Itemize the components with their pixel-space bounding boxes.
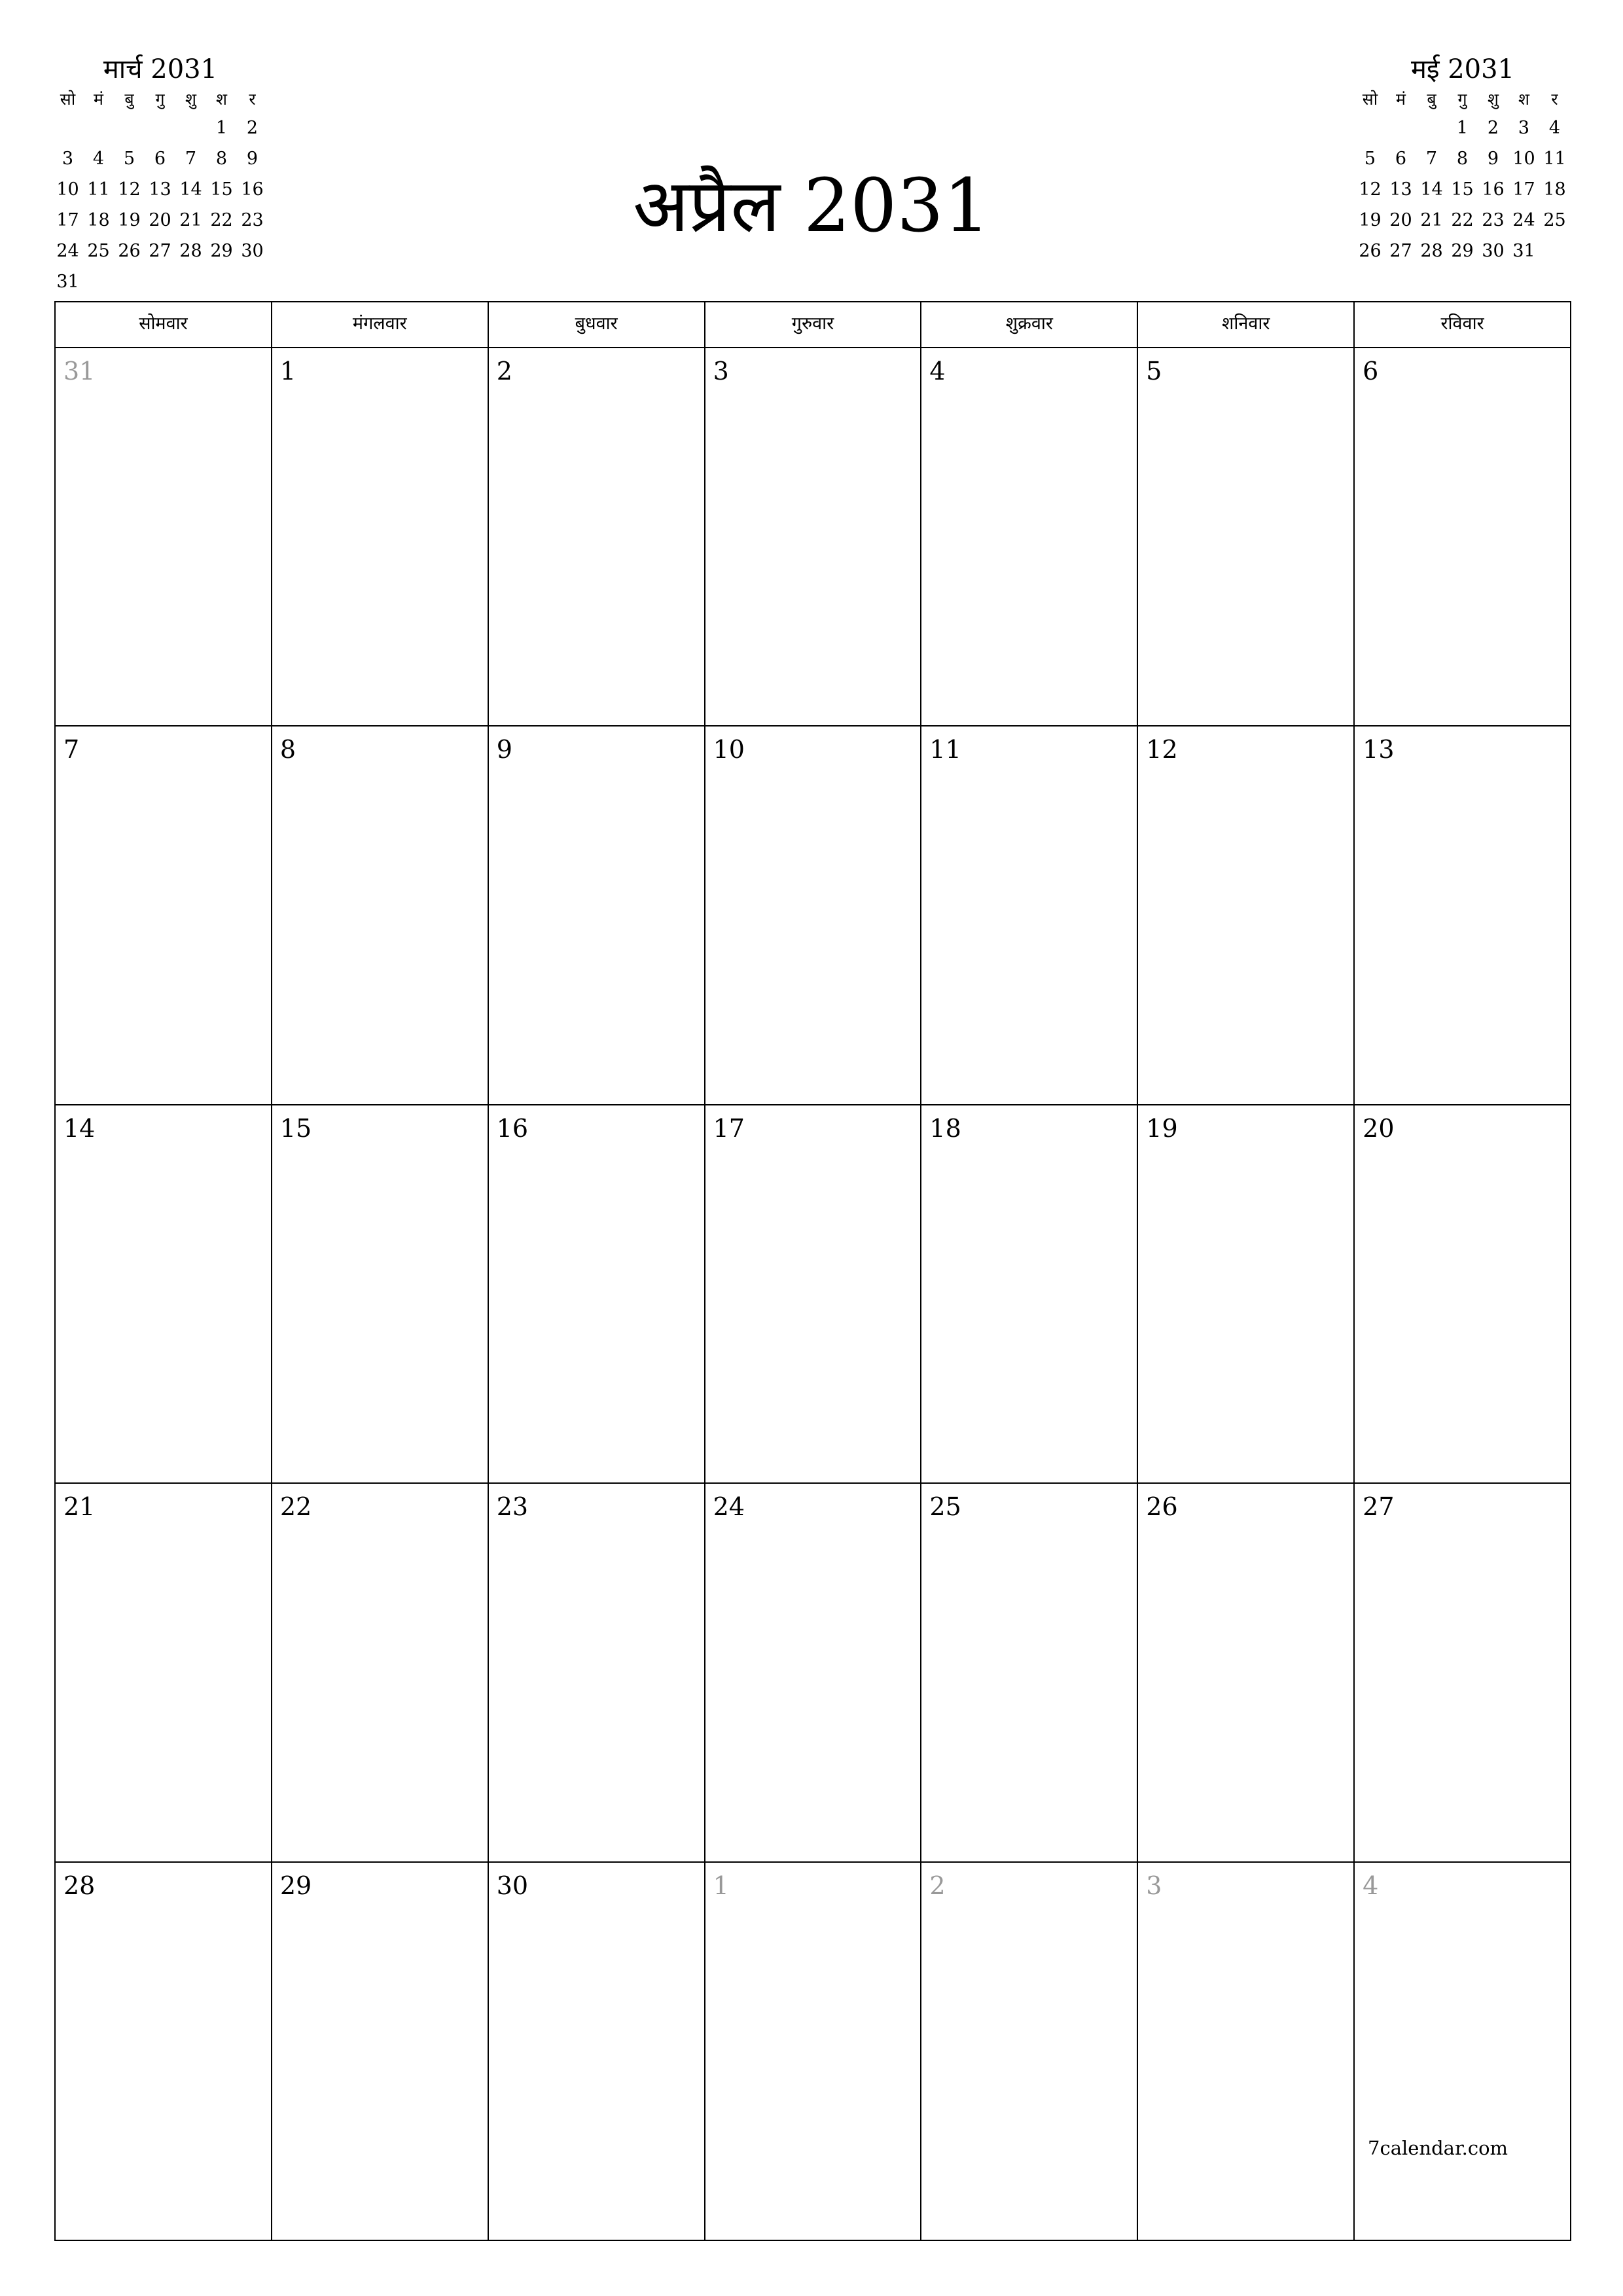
mini-day (83, 113, 114, 143)
footer-credit: 7calendar.com (1368, 2137, 1508, 2159)
mini-day: 30 (241, 241, 264, 261)
mini-day: 23 (241, 210, 264, 230)
day-cell[interactable] (705, 1863, 922, 2241)
mini-day: 13 (1389, 179, 1412, 200)
mini-day: 23 (1482, 210, 1505, 230)
day-cell[interactable] (1138, 1863, 1355, 2241)
mini-day: 11 (87, 179, 110, 200)
day-cell[interactable] (1355, 1105, 1571, 1484)
mini-day (114, 113, 145, 143)
weekday-header: मंगलवार (272, 302, 489, 348)
mini-day: 22 (210, 210, 233, 230)
day-number: 3 (713, 357, 729, 386)
mini-day: 27 (149, 241, 171, 261)
mini-day (114, 266, 145, 297)
weekday-header: बुधवार (489, 302, 705, 348)
mini-weekday-label: सो (1362, 90, 1378, 109)
mini-day (175, 113, 206, 143)
day-number: 9 (496, 735, 512, 764)
mini-day: 7 (1425, 149, 1438, 169)
mini-calendar-grid (52, 86, 268, 297)
mini-day: 26 (1359, 241, 1382, 261)
mini-day: 1 (215, 118, 228, 138)
day-cell[interactable] (272, 726, 489, 1105)
mini-day: 18 (87, 210, 110, 230)
day-number: 10 (713, 735, 745, 764)
day-cell[interactable] (56, 1863, 272, 2241)
mini-day: 25 (87, 241, 110, 261)
mini-day: 6 (154, 149, 166, 169)
mini-weekday-label: श (215, 90, 227, 109)
mini-day: 19 (118, 210, 141, 230)
day-number: 16 (496, 1113, 529, 1143)
mini-day: 26 (118, 241, 141, 261)
day-cell[interactable] (1355, 348, 1571, 726)
mini-day (175, 266, 206, 297)
mini-day: 13 (149, 179, 171, 200)
mini-day: 21 (179, 210, 202, 230)
day-number: 24 (713, 1492, 745, 1522)
page-title: अप्रैल 2031 (633, 164, 990, 249)
day-number: 28 (63, 1871, 96, 1900)
mini-weekday-label: शु (185, 90, 196, 109)
mini-day: 3 (62, 149, 74, 169)
mini-day: 30 (1482, 241, 1505, 261)
mini-day: 15 (210, 179, 233, 200)
mini-day (83, 266, 114, 297)
mini-weekday-label: र (1551, 90, 1558, 109)
mini-day (237, 266, 268, 297)
day-number: 19 (1146, 1113, 1178, 1143)
day-number: 2 (496, 357, 512, 386)
mini-day: 5 (123, 149, 135, 169)
day-cell[interactable] (272, 348, 489, 726)
mini-day: 4 (92, 149, 105, 169)
day-cell[interactable] (1138, 1105, 1355, 1484)
mini-day: 11 (1543, 149, 1566, 169)
mini-day (145, 113, 175, 143)
mini-day (145, 266, 175, 297)
mini-calendar-grid (1355, 86, 1571, 266)
day-cell[interactable] (1355, 1863, 1571, 2241)
mini-weekday-label: मं (94, 90, 103, 109)
day-cell[interactable] (921, 726, 1138, 1105)
mini-day: 10 (56, 179, 79, 200)
day-number: 13 (1363, 735, 1395, 764)
mini-day (1355, 113, 1385, 143)
mini-day: 22 (1451, 210, 1474, 230)
mini-day: 9 (246, 149, 259, 169)
mini-weekday-label: गु (1457, 90, 1467, 109)
mini-day: 21 (1420, 210, 1443, 230)
day-cell[interactable] (56, 348, 272, 726)
weekday-header: रविवार (1355, 302, 1571, 348)
mini-day: 14 (179, 179, 202, 200)
mini-weekday-label: श (1518, 90, 1529, 109)
mini-day (52, 113, 83, 143)
mini-day: 18 (1543, 179, 1566, 200)
day-cell[interactable] (921, 1105, 1138, 1484)
day-number: 30 (496, 1871, 529, 1900)
day-number: 4 (1363, 1871, 1379, 1900)
day-number: 6 (1363, 357, 1379, 386)
day-number: 25 (929, 1492, 961, 1522)
mini-day: 1 (1456, 118, 1469, 138)
day-cell[interactable] (921, 348, 1138, 726)
mini-weekday-label: बु (124, 90, 134, 109)
day-number: 15 (279, 1113, 312, 1143)
day-cell[interactable] (489, 1863, 705, 2241)
weekday-header: गुरुवार (705, 302, 922, 348)
weekday-header: शुक्रवार (921, 302, 1138, 348)
mini-weekday-label: गु (155, 90, 165, 109)
mini-weekday-label: सो (60, 90, 76, 109)
day-cell[interactable] (1138, 348, 1355, 726)
day-number: 14 (63, 1113, 96, 1143)
day-cell[interactable] (705, 348, 922, 726)
day-cell[interactable] (921, 1863, 1138, 2241)
mini-day: 24 (1512, 210, 1535, 230)
mini-day: 16 (1482, 179, 1505, 200)
mini-day: 6 (1395, 149, 1407, 169)
mini-day: 8 (1456, 149, 1469, 169)
day-cell[interactable] (489, 1105, 705, 1484)
mini-calendar-next (1355, 52, 1571, 266)
day-number: 1 (713, 1871, 729, 1900)
day-cell[interactable] (705, 726, 922, 1105)
mini-day: 5 (1364, 149, 1376, 169)
day-cell[interactable] (1355, 1484, 1571, 1862)
day-number: 12 (1146, 735, 1178, 764)
day-cell[interactable] (705, 1105, 922, 1484)
mini-day: 17 (56, 210, 79, 230)
mini-day: 19 (1359, 210, 1382, 230)
day-cell[interactable] (489, 1484, 705, 1862)
weekday-header: सोमवार (56, 302, 272, 348)
mini-day: 16 (241, 179, 264, 200)
day-number: 21 (63, 1492, 96, 1522)
mini-day: 9 (1487, 149, 1499, 169)
mini-day: 31 (56, 272, 79, 292)
mini-day: 17 (1512, 179, 1535, 200)
day-number: 11 (929, 735, 961, 764)
weekday-header: शनिवार (1138, 302, 1355, 348)
month-grid (54, 301, 1571, 2241)
day-number: 23 (496, 1492, 529, 1522)
mini-day (1539, 236, 1570, 266)
mini-day: 3 (1518, 118, 1530, 138)
day-cell[interactable] (489, 348, 705, 726)
mini-calendar-title: मार्च 2031 (103, 54, 218, 84)
mini-day: 27 (1389, 241, 1412, 261)
mini-day: 7 (185, 149, 197, 169)
day-number: 27 (1363, 1492, 1395, 1522)
mini-day (1416, 113, 1447, 143)
day-number: 18 (929, 1113, 961, 1143)
day-cell[interactable] (921, 1484, 1138, 1862)
day-cell[interactable] (705, 1484, 922, 1862)
day-number: 26 (1146, 1492, 1178, 1522)
day-cell[interactable] (272, 1484, 489, 1862)
mini-day: 28 (1420, 241, 1443, 261)
day-number: 1 (279, 357, 296, 386)
mini-day: 24 (56, 241, 79, 261)
mini-weekday-label: र (249, 90, 256, 109)
day-number: 7 (63, 735, 80, 764)
day-number: 3 (1146, 1871, 1162, 1900)
day-cell[interactable] (56, 726, 272, 1105)
mini-day: 31 (1512, 241, 1535, 261)
mini-calendar-title: मई 2031 (1410, 54, 1515, 84)
day-cell[interactable] (272, 1863, 489, 2241)
mini-day: 12 (118, 179, 141, 200)
mini-day: 25 (1543, 210, 1566, 230)
day-number: 2 (929, 1871, 946, 1900)
mini-day: 28 (179, 241, 202, 261)
mini-day (1385, 113, 1416, 143)
day-number: 20 (1363, 1113, 1395, 1143)
day-cell[interactable] (56, 1105, 272, 1484)
mini-day: 10 (1512, 149, 1535, 169)
day-cell[interactable] (272, 1105, 489, 1484)
day-number: 4 (929, 357, 946, 386)
day-number: 8 (279, 735, 296, 764)
mini-weekday-label: शु (1487, 90, 1499, 109)
day-number: 5 (1146, 357, 1162, 386)
mini-day: 29 (210, 241, 233, 261)
day-cell[interactable] (1138, 726, 1355, 1105)
day-cell[interactable] (1138, 1484, 1355, 1862)
mini-day: 20 (1389, 210, 1412, 230)
mini-day: 2 (1487, 118, 1499, 138)
day-number: 29 (279, 1871, 312, 1900)
day-number: 31 (63, 357, 96, 386)
day-cell[interactable] (489, 726, 705, 1105)
mini-day: 15 (1451, 179, 1474, 200)
mini-day: 8 (215, 149, 228, 169)
day-cell[interactable] (1355, 726, 1571, 1105)
mini-weekday-label: मं (1396, 90, 1406, 109)
day-number: 17 (713, 1113, 745, 1143)
mini-day: 12 (1359, 179, 1382, 200)
mini-calendar-prev (52, 52, 268, 297)
day-cell[interactable] (56, 1484, 272, 1862)
mini-weekday-label: बु (1427, 90, 1436, 109)
mini-day: 29 (1451, 241, 1474, 261)
day-number: 22 (279, 1492, 312, 1522)
mini-day: 14 (1420, 179, 1443, 200)
mini-day (206, 266, 237, 297)
mini-day: 4 (1548, 118, 1561, 138)
mini-day: 20 (149, 210, 171, 230)
mini-day: 2 (246, 118, 259, 138)
